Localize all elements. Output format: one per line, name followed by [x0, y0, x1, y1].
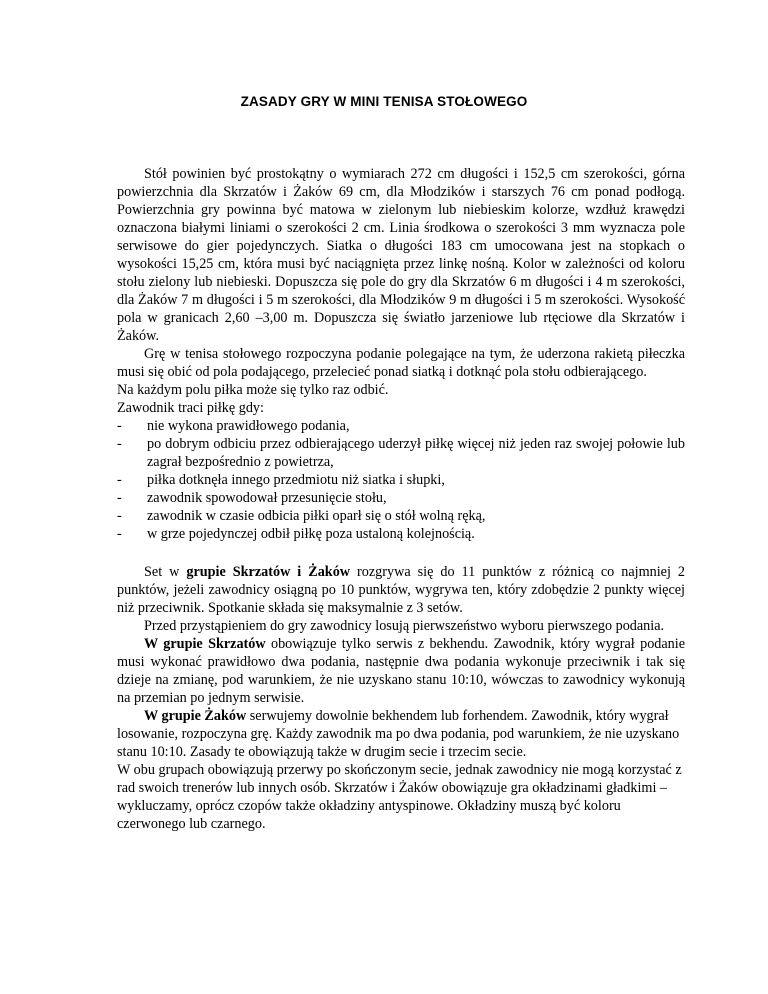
zaki-text: serwujemy dowolnie bekhendem lub forhendem. Zawodnik, który wygrał losowanie, rozpoczyna grę. Każdy zawodnik ma po dwa podania, pod warunkiem, że nie uzyskano stanu 10:10. Zasady te obowiązują także w drugim secie i trzecim secie. — [117, 708, 680, 760]
list-item-text: w grze pojedynczej odbił piłkę poza ustaloną kolejnością. — [147, 526, 475, 542]
list-item-text: zawodnik w czasie odbicia piłki oparł się o stół wolną ręką, — [147, 508, 486, 524]
paragraph-point-loss-intro: Zawodnik traci piłkę gdy: — [117, 400, 264, 416]
dash-bullet: - — [117, 526, 122, 542]
list-item — [117, 507, 685, 525]
dash-bullet: - — [117, 436, 122, 452]
zaki-heading-bold: W grupie Żaków — [144, 708, 247, 724]
list-item — [117, 471, 685, 489]
paragraph-draw: Przed przystąpieniem do gry zawodnicy losują pierwszeństwo wyboru pierwszego podania. — [144, 618, 665, 634]
list-item — [117, 435, 685, 471]
list-item-text: zawodnik spowodował przesunięcie stołu, — [147, 490, 387, 506]
document-title: ZASADY GRY W MINI TENISA STOŁOWEGO — [240, 94, 528, 109]
spacer — [117, 543, 685, 563]
list-item-text: nie wykona prawidłowego podania, — [147, 418, 350, 434]
paragraph-set-rules — [117, 563, 685, 617]
set-rules-group-bold: grupie Skrzatów i Żaków — [186, 564, 351, 580]
set-rules-post: rozgrywa się do 11 punktów z różnicą co najmniej 2 punktów, jeżeli zawodnicy osiągną po 10 punktów, wygrywa ten, który zdobędzie 2 punkty więcej niż przeciwnik. Spotkanie składa się maksymalnie z 3 setów. — [117, 564, 686, 616]
dash-bullet: - — [117, 472, 122, 488]
paragraph-table-specs: Stół powinien być prostokątny o wymiarach 272 cm długości i 152,5 cm szerokości, górna powierzchnia dla Skrzatów i Żaków 69 cm, dla Młodzików i starszych 76 cm ponad podłogą. Powierzchnia gry powinna być matowa w zielonym lub niebieskim kolorze, wzdłuż krawędzi oznaczona białymi liniami o szerokości 2 cm. Linia środkowa o szerokości 3 mm wyznacza pole serwisowe do gier pojedynczych. Siatka o długości 183 cm umocowana jest na stopkach o wysokości 15,25 cm, która musi być naciągnięta przez linkę nośną. Kolor w zależności od koloru stołu zielony lub niebieski. Dopuszcza się pole do gry dla Skrzatów 6 m długości i 4 m szerokości, dla Żaków 7 m długości i 5 m szerokości, dla Młodzików 9 m długości i 5 m szerokości. Wysokość pola w granicach 2,60 –3,00 m. Dopuszcza się światło jarzeniowe lub rtęciowe dla Skrzatów i Żaków. — [117, 166, 685, 344]
paragraph-bounce-rule: Na każdym polu piłka może się tylko raz odbić. — [117, 382, 389, 398]
list-item — [117, 417, 685, 435]
list-item — [117, 525, 685, 543]
skrzaty-heading-bold: W grupie Skrzatów — [144, 636, 266, 652]
list-item — [117, 489, 685, 507]
dash-bullet: - — [117, 490, 122, 506]
dash-bullet: - — [117, 508, 122, 524]
paragraph-serve-rule: Grę w tenisa stołowego rozpoczyna podanie polegające na tym, że uderzona rakietą piłeczka musi się obić od pola podającego, przelecieć ponad siatką i dotknąć pola stołu odbierającego. — [117, 346, 685, 380]
paragraph-final: W obu grupach obowiązują przerwy po skończonym secie, jednak zawodnicy nie mogą korzystać z rad swoich trenerów lub innych osób. Skrzatów i Żaków obowiązuje gra okładzinami gładkimi –wykluczamy, oprócz czopów także okładziny antyspinowe. Okładziny muszą być koloru czerwonego lub czarnego. — [117, 762, 682, 832]
skrzaty-text: obowiązuje tylko serwis z bekhendu. Zawodnik, który wygrał podanie musi wykonać prawidłowo dwa podania, następnie dwa podania wykonuje przeciwnik i tak się dzieje na zmianę, pod warunkiem, że nie uzyskano stanu 10:10, wówczas to zawodnicy wykonują na przemian po jednym serwisie. — [117, 636, 686, 706]
list-item-text: po dobrym odbiciu przez odbierającego uderzył piłkę więcej niż jeden raz swojej połowie lub zagrał bezpośrednio z powietrza, — [147, 436, 685, 470]
paragraph-skrzaty — [117, 635, 685, 707]
paragraph-zaki — [117, 707, 685, 761]
document-body — [117, 165, 685, 833]
point-loss-list — [117, 417, 685, 543]
list-item-text: piłka dotknęła innego przedmiotu niż siatka i słupki, — [147, 472, 445, 488]
set-rules-pre: Set w — [144, 564, 187, 580]
dash-bullet: - — [117, 418, 122, 434]
